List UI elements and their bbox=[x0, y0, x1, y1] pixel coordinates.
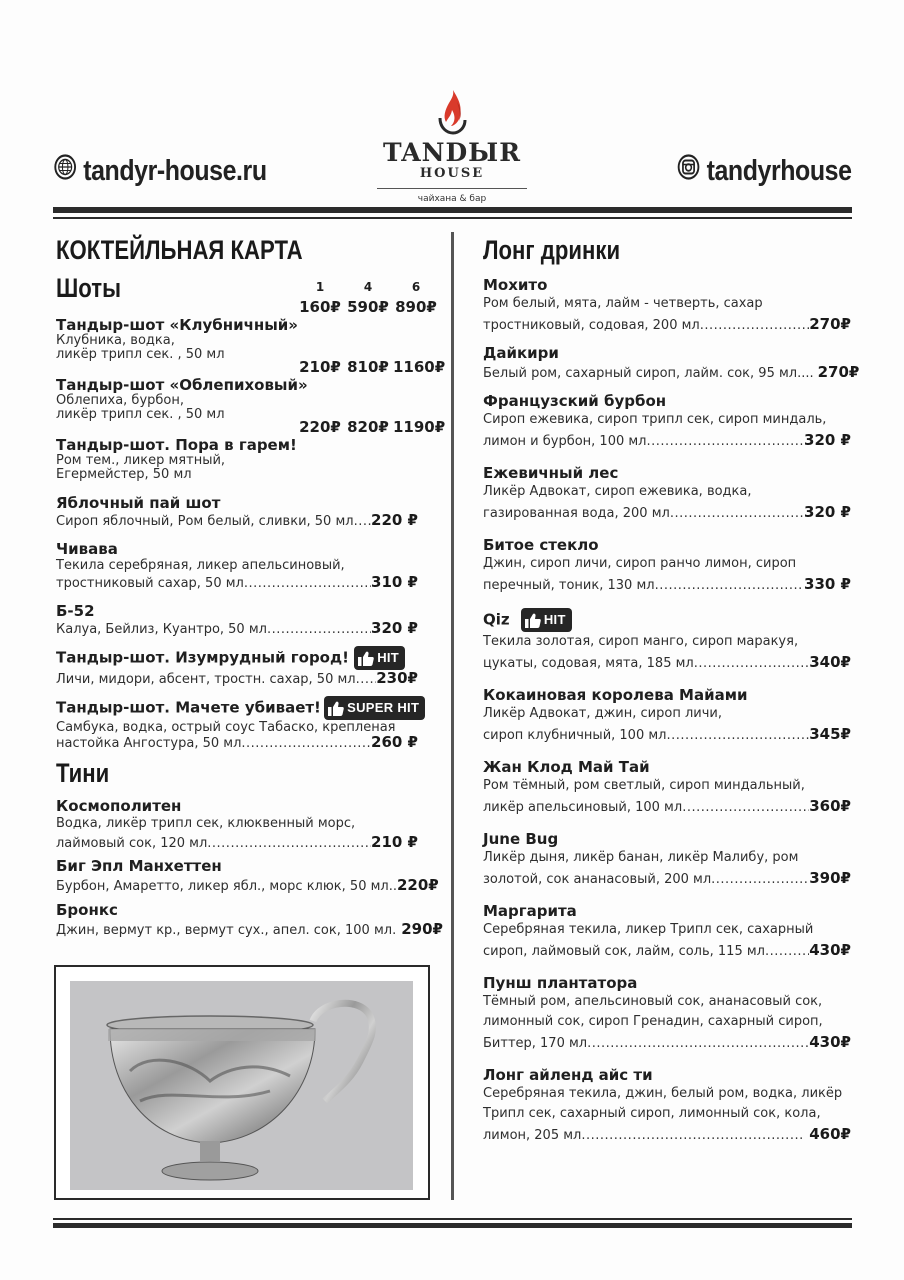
item-desc: перечный, тоник, 130 мл bbox=[483, 578, 655, 593]
badge-label: HIT bbox=[377, 650, 400, 665]
bottom-rule-thin bbox=[53, 1218, 852, 1220]
item-name-row bbox=[56, 696, 418, 720]
item-name: Лонг айленд айс ти bbox=[483, 1066, 653, 1084]
menu-item bbox=[56, 298, 448, 362]
right-column bbox=[483, 234, 860, 1146]
price-1: 160₽ bbox=[299, 298, 341, 316]
item-desc: Ром белый, мята, лайм - четверть, сахар bbox=[483, 296, 763, 311]
item-price: 320 ₽ bbox=[804, 503, 851, 521]
item-price-line bbox=[483, 868, 851, 890]
item-desc: Ром тем., ликер мятный, bbox=[56, 453, 226, 468]
logo-house: HOUSE bbox=[419, 166, 485, 181]
flame-icon bbox=[372, 88, 532, 140]
menu-title: КОКТЕЙЛЬНАЯ КАРТА bbox=[56, 235, 303, 265]
item-desc: Тёмный ром, апельсиновый сок, ананасовый сок, bbox=[483, 994, 823, 1009]
menu-item bbox=[56, 418, 448, 482]
item-name: Биг Эпл Манхеттен bbox=[56, 857, 222, 875]
instagram-text: tandyrhouse bbox=[707, 154, 852, 187]
menu-item bbox=[56, 358, 448, 422]
menu-item bbox=[56, 857, 439, 897]
menu-item bbox=[56, 540, 418, 592]
menu-item bbox=[483, 536, 851, 596]
item-name: Маргарита bbox=[483, 902, 577, 920]
logo bbox=[372, 88, 532, 205]
item-price: 430₽ bbox=[809, 941, 851, 959]
item-desc: Белый ром, сахарный сироп, лайм. сок, 95 мл.... bbox=[483, 366, 814, 381]
item-price: 290₽ bbox=[401, 920, 443, 938]
badge-label: HIT bbox=[543, 612, 566, 627]
photo-frame bbox=[54, 965, 430, 1200]
thumbs-up-icon bbox=[358, 651, 374, 666]
item-desc: лаймовый сок, 120 мл bbox=[56, 836, 208, 851]
item-price: 430₽ bbox=[809, 1033, 851, 1051]
logo-subtitle: чайхана & бар bbox=[417, 194, 487, 204]
item-name: Б-52 bbox=[56, 602, 95, 620]
price-4: 820₽ bbox=[347, 418, 389, 436]
menu-item bbox=[56, 602, 418, 638]
leader-dots bbox=[694, 654, 810, 674]
item-desc: газированная вода, 200 мл bbox=[483, 506, 670, 521]
item-name: June Bug bbox=[483, 830, 559, 848]
item-price: 340₽ bbox=[809, 653, 851, 671]
item-desc: лимонный сок, сироп Гренадин, сахарный сироп, bbox=[483, 1014, 823, 1029]
leader-dots bbox=[682, 798, 809, 818]
price-1: 210₽ bbox=[299, 358, 341, 376]
item-name: Тандыр-шот. Изумрудный город! bbox=[56, 648, 349, 667]
menu-item bbox=[483, 344, 860, 384]
menu-item bbox=[483, 974, 851, 1054]
item-price: 260 ₽ bbox=[371, 733, 418, 751]
item-price-line bbox=[56, 670, 418, 688]
item-price-line bbox=[56, 919, 443, 941]
item-price: 310 ₽ bbox=[371, 573, 418, 591]
item-price: 210 ₽ bbox=[371, 833, 418, 851]
leader-dots bbox=[655, 576, 804, 596]
item-desc: лимон и бурбон, 100 мл bbox=[483, 434, 647, 449]
menu-item bbox=[56, 696, 418, 751]
item-desc: Джин, вермут кр., вермут сух., апел. сок, 100 мл. bbox=[56, 923, 397, 938]
item-name: Французский бурбон bbox=[483, 392, 667, 410]
item-price-line bbox=[483, 796, 851, 818]
item-desc: цукаты, содовая, мята, 185 мл bbox=[483, 656, 694, 671]
leader-dots bbox=[207, 835, 371, 853]
item-desc: Биттер, 170 мл bbox=[483, 1036, 588, 1051]
item-price-line bbox=[483, 652, 851, 674]
item-name: Дайкири bbox=[483, 344, 559, 362]
badge-label: SUPER HIT bbox=[347, 700, 420, 715]
silver-cup-photo bbox=[70, 981, 413, 1190]
item-price-line bbox=[56, 833, 418, 853]
menu-item bbox=[483, 902, 851, 962]
item-name: Тандыр-шот «Облепиховый» bbox=[56, 376, 308, 394]
leader-dots bbox=[244, 576, 371, 592]
item-price-line bbox=[483, 1124, 851, 1146]
logo-divider bbox=[377, 188, 527, 189]
thumbs-up-icon bbox=[525, 613, 541, 628]
price-6: 1190₽ bbox=[393, 418, 446, 436]
item-name: Пунш плантатора bbox=[483, 974, 638, 992]
top-rule-thin bbox=[53, 217, 852, 219]
item-price-line bbox=[56, 875, 439, 897]
item-desc: настойка Ангостура, 50 мл bbox=[56, 736, 242, 751]
item-desc: Трипл сек, сахарный сироп, лимонный сок, кола, bbox=[483, 1106, 821, 1121]
item-name: Ежевичный лес bbox=[483, 464, 619, 482]
menu-item bbox=[56, 494, 418, 530]
item-desc: тростниковый сахар, 50 мл bbox=[56, 576, 244, 591]
item-desc: Джин, сироп личи, сироп ранчо лимон, сироп bbox=[483, 556, 797, 571]
price-1: 220₽ bbox=[299, 418, 341, 436]
menu-item bbox=[483, 464, 851, 524]
menu-item bbox=[56, 646, 418, 688]
item-price-line bbox=[483, 362, 860, 384]
item-name: Тандыр-шот «Клубничный» bbox=[56, 316, 298, 334]
item-price: 320 ₽ bbox=[804, 431, 851, 449]
leader-dots bbox=[267, 622, 371, 638]
column-divider bbox=[451, 232, 454, 1200]
item-desc: Текила золотая, сироп манго, сироп маракуя, bbox=[483, 634, 799, 649]
shots-title: Шоты bbox=[56, 273, 121, 303]
item-price-line bbox=[56, 574, 418, 592]
item-desc: Серебряная текила, ликер Трипл сек, сахарный bbox=[483, 922, 814, 937]
item-price-line bbox=[56, 735, 418, 751]
item-desc: Самбука, водка, острый соус Табаско, крепленая bbox=[56, 720, 396, 735]
item-price: 330 ₽ bbox=[804, 575, 851, 593]
item-desc: лимон, 205 мл bbox=[483, 1128, 582, 1143]
leader-dots bbox=[241, 736, 371, 751]
item-desc: Ром тёмный, ром светлый, сироп миндальный, bbox=[483, 778, 805, 793]
website-link[interactable] bbox=[54, 154, 267, 188]
price-4: 590₽ bbox=[347, 298, 389, 316]
leader-dots bbox=[700, 316, 810, 336]
top-rule-thick bbox=[53, 207, 852, 213]
item-price-line bbox=[483, 574, 851, 596]
item-price: 220 ₽ bbox=[371, 511, 418, 529]
item-desc: Егермейстер, 50 мл bbox=[56, 467, 192, 482]
menu-item bbox=[483, 392, 851, 452]
leader-dots bbox=[354, 514, 371, 530]
item-desc: Облепиха, бурбон, bbox=[56, 393, 184, 408]
globe-icon bbox=[54, 154, 76, 188]
price-6: 890₽ bbox=[395, 298, 437, 316]
left-column bbox=[56, 234, 448, 941]
size-label: 4 bbox=[363, 280, 373, 294]
item-price: 320 ₽ bbox=[371, 619, 418, 637]
item-desc: тростниковый, содовая, 200 мл bbox=[483, 318, 700, 333]
item-desc: Ликёр дыня, ликёр банан, ликёр Малибу, ром bbox=[483, 850, 799, 865]
item-desc: ликёр трипл сек. , 50 мл bbox=[56, 407, 225, 422]
item-desc: Текила серебряная, ликер апельсиновый, bbox=[56, 558, 345, 573]
item-desc: Ликёр Адвокат, джин, сироп личи, bbox=[483, 706, 722, 721]
item-desc: Сироп яблочный, Ром белый, сливки, 50 мл bbox=[56, 514, 354, 529]
price-6: 1160₽ bbox=[393, 358, 446, 376]
item-name-row bbox=[483, 608, 851, 632]
item-name: Битое стекло bbox=[483, 536, 599, 554]
instagram-link[interactable] bbox=[678, 154, 852, 188]
item-desc: ликёр апельсиновый, 100 мл bbox=[483, 800, 683, 815]
leader-dots bbox=[670, 504, 804, 524]
item-price-line bbox=[56, 512, 418, 530]
item-name-row bbox=[56, 646, 418, 670]
instagram-icon bbox=[678, 154, 700, 188]
super-hit-badge bbox=[324, 696, 425, 720]
item-name: Космополитен bbox=[56, 797, 182, 815]
menu-item bbox=[483, 686, 851, 746]
item-price: 360₽ bbox=[809, 797, 851, 815]
item-name: Кокаиновая королева Майами bbox=[483, 686, 748, 704]
item-name: Тандыр-шот. Мачете убивает! bbox=[56, 698, 321, 717]
menu-item bbox=[483, 1066, 851, 1146]
leader-dots bbox=[666, 726, 809, 746]
bottom-rule-thick bbox=[53, 1223, 852, 1228]
leader-dots bbox=[765, 942, 809, 962]
item-desc: Клубника, водка, bbox=[56, 333, 175, 348]
item-desc: Калуа, Бейлиз, Куантро, 50 мл bbox=[56, 622, 267, 637]
item-price: 270₽ bbox=[809, 315, 851, 333]
leader-dots bbox=[356, 672, 377, 688]
leader-dots bbox=[581, 1126, 805, 1146]
price-4: 810₽ bbox=[347, 358, 389, 376]
hit-badge bbox=[521, 608, 572, 632]
menu-item bbox=[483, 830, 851, 890]
item-price-line bbox=[483, 940, 851, 962]
size-label: 1 bbox=[315, 280, 325, 294]
leader-dots bbox=[647, 432, 805, 452]
menu-item bbox=[483, 608, 851, 674]
thumbs-up-icon bbox=[328, 701, 344, 716]
item-name: Qiz bbox=[483, 610, 510, 629]
menu-item bbox=[483, 758, 851, 818]
hit-badge bbox=[354, 646, 405, 670]
item-desc: Серебряная текила, джин, белый ром, водка, ликёр bbox=[483, 1086, 843, 1101]
item-name: Бронкс bbox=[56, 901, 118, 919]
item-desc: сироп, лаймовый сок, лайм, соль, 115 мл bbox=[483, 944, 765, 959]
item-price: 460₽ bbox=[809, 1125, 851, 1143]
item-price-line bbox=[483, 724, 851, 746]
item-name: Мохито bbox=[483, 276, 548, 294]
item-price-line bbox=[483, 314, 851, 336]
item-desc: Личи, мидори, абсент, тростн. сахар, 50 мл bbox=[56, 672, 356, 687]
item-desc: Бурбон, Амаретто, ликер ябл., морс клюк, 50 мл.. bbox=[56, 879, 397, 894]
item-price: 270₽ bbox=[817, 363, 860, 381]
item-price-line bbox=[483, 502, 851, 524]
item-desc: Водка, ликёр трипл сек, клюквенный морс, bbox=[56, 816, 356, 831]
logo-name: TANDЫR bbox=[383, 138, 521, 167]
item-name: Тандыр-шот. Пора в гарем! bbox=[56, 436, 297, 454]
item-price-line bbox=[483, 430, 851, 452]
leader-dots bbox=[711, 870, 809, 890]
item-desc: Сироп ежевика, сироп трипл сек, сироп миндаль, bbox=[483, 412, 827, 427]
size-label: 6 bbox=[411, 280, 421, 294]
leader-dots bbox=[587, 1034, 809, 1054]
website-text: tandyr-house.ru bbox=[83, 154, 267, 187]
item-price: 230₽ bbox=[376, 669, 418, 687]
item-desc: Ликёр Адвокат, сироп ежевика, водка, bbox=[483, 484, 752, 499]
tini-title: Тини bbox=[56, 758, 110, 788]
item-name: Жан Клод Май Тай bbox=[483, 758, 650, 776]
item-price: 220₽ bbox=[396, 876, 439, 894]
item-desc: золотой, сок ананасовый, 200 мл bbox=[483, 872, 712, 887]
item-name: Чивава bbox=[56, 540, 118, 558]
item-price-line bbox=[483, 1032, 851, 1054]
menu-item bbox=[56, 901, 443, 941]
item-desc: сироп клубничный, 100 мл bbox=[483, 728, 667, 743]
long-drinks-title: Лонг дринки bbox=[483, 235, 621, 265]
menu-item bbox=[483, 276, 851, 336]
item-price-line bbox=[56, 620, 418, 638]
item-desc: ликёр трипл сек. , 50 мл bbox=[56, 347, 225, 362]
menu-item bbox=[56, 797, 418, 853]
item-price: 390₽ bbox=[809, 869, 851, 887]
item-price: 345₽ bbox=[809, 725, 851, 743]
item-name: Яблочный пай шот bbox=[56, 494, 221, 512]
